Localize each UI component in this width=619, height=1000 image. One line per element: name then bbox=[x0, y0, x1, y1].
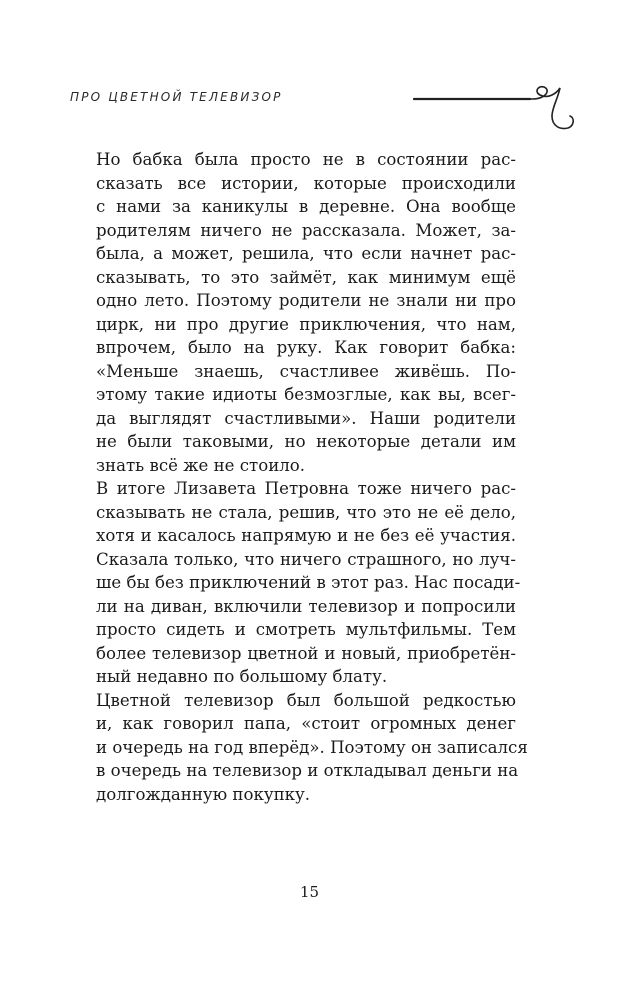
text-line: и, как говорил папа, «стоит огромных денег bbox=[96, 714, 516, 733]
text-line: в очередь на телевизор и откладывал деньги на bbox=[96, 761, 519, 780]
text-line: В итоге Лизавета Петровна тоже ничего рас- bbox=[96, 479, 516, 498]
text-line: впрочем, было на руку. Как говорит бабка: bbox=[96, 338, 516, 357]
text-line: с нами за каникулы в деревне. Она вообще bbox=[96, 197, 516, 216]
text-line: Цветной телевизор был большой редкостью bbox=[96, 690, 516, 710]
text-line: сказывать, то это займёт, как минимум ещё bbox=[96, 267, 516, 287]
text-line: более телевизор цветной и новый, приобретён- bbox=[96, 643, 516, 663]
text-line: Сказала только, что ничего страшного, но луч- bbox=[96, 549, 516, 569]
header-flourish-ornament bbox=[410, 84, 580, 134]
text-line: цирк, ни про другие приключения, что нам, bbox=[96, 314, 516, 334]
text-line: была, а может, решила, что если начнет рас- bbox=[96, 244, 516, 263]
text-line: сказать все истории, которые происходили bbox=[96, 173, 516, 193]
text-line: ный недавно по большому блату. bbox=[96, 667, 388, 686]
text-line: ли на диван, включили телевизор и попросили bbox=[96, 596, 516, 616]
page-number: 15 bbox=[299, 883, 320, 901]
text-line: и очередь на год вперёд». Поэтому он записался bbox=[96, 737, 528, 757]
body-text bbox=[96, 148, 528, 806]
text-line: знать всё же не стоило. bbox=[96, 455, 306, 475]
text-line: хотя и касалось напрямую и не без её участия. bbox=[96, 526, 516, 545]
text-line: родителям ничего не рассказала. Может, за- bbox=[96, 220, 516, 240]
text-line: не были таковыми, но некоторые детали им bbox=[96, 432, 516, 451]
text-line: одно лето. Поэтому родители не знали ни про bbox=[96, 291, 516, 310]
text-line: «Меньше знаешь, счастливее живёшь. По- bbox=[96, 361, 516, 381]
text-line: долгожданную покупку. bbox=[96, 784, 311, 804]
text-line: сказывать не стала, решив, что это не её дело, bbox=[96, 502, 516, 522]
running-head-title: ПРО ЦВЕТНОЙ ТЕЛЕВИЗОР bbox=[70, 90, 283, 104]
text-line: Но бабка была просто не в состоянии рас- bbox=[96, 150, 516, 169]
text-line: ше бы без приключений в этот раз. Нас посади- bbox=[96, 573, 521, 592]
text-line: просто сидеть и смотреть мультфильмы. Тем bbox=[96, 620, 516, 639]
text-line: да выглядят счастливыми». Наши родители bbox=[96, 408, 516, 428]
text-line: этому такие идиоты безмозглые, как вы, всег- bbox=[96, 385, 516, 404]
